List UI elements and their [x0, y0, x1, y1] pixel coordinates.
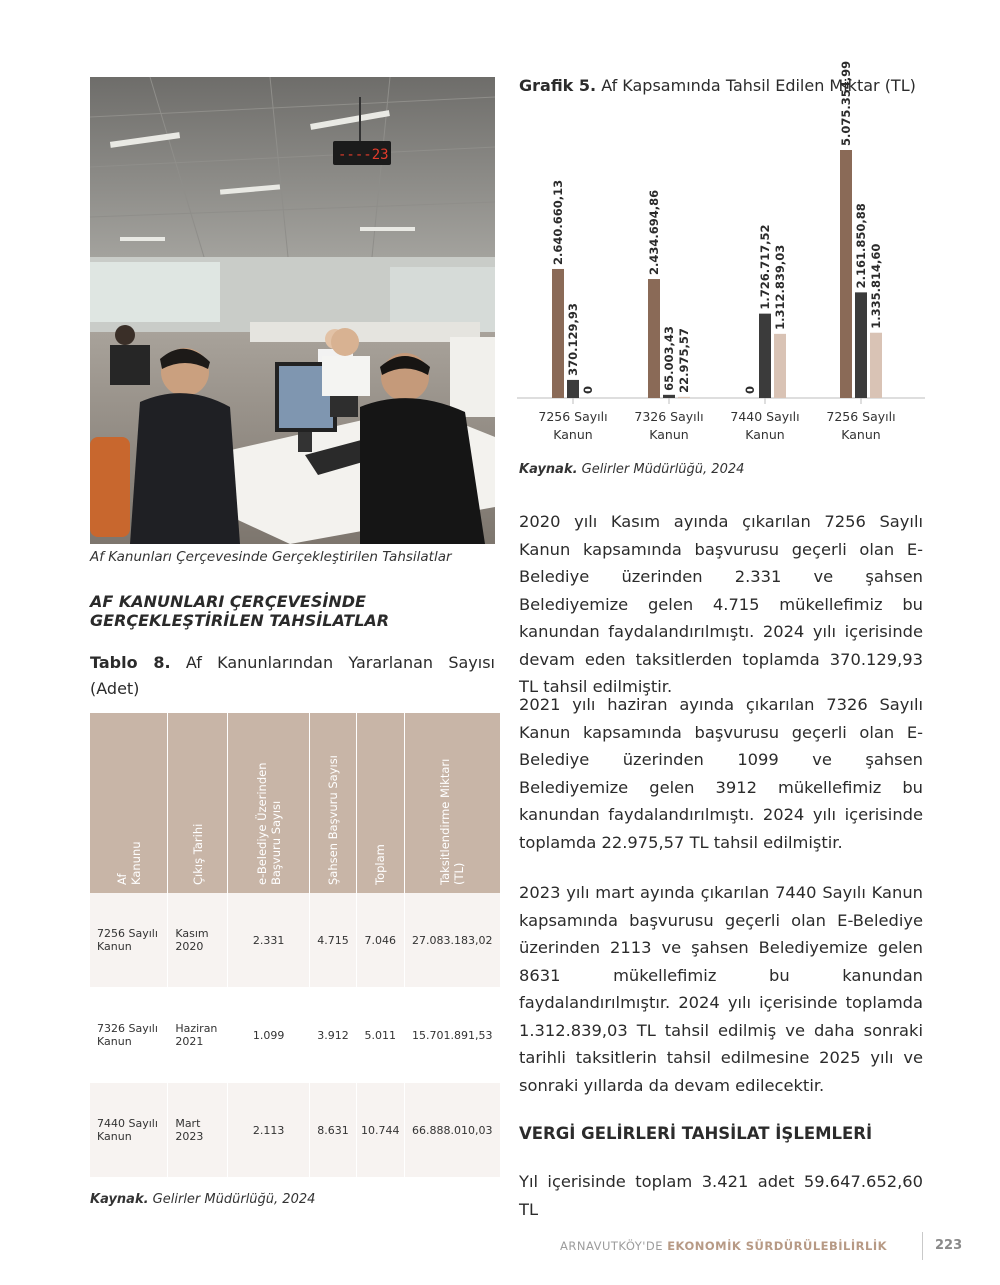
chart-title-label: Grafik 5. [519, 76, 597, 95]
header-ebelediye-basvuru: e-Belediye Üzerinden Başvuru Sayısı [228, 713, 310, 893]
header-taksitlendirme-miktari: Taksitlendirme Miktarı (TL) [404, 713, 500, 893]
cell-law: 7256 Sayılı Kanun [90, 893, 168, 988]
x-tick-label: 7256 Sayılı [538, 409, 608, 424]
photo-caption: Af Kanunları Çerçevesinde Gerçekleştirilen Tahsilatlar [90, 549, 452, 565]
bar [663, 395, 675, 398]
cell-sahsen: 3.912 [310, 988, 357, 1083]
bar-data-label: 22.975,57 [677, 328, 691, 393]
bar-data-label: 65.003,43 [662, 326, 676, 391]
office-photo [90, 77, 495, 544]
chart-source [519, 462, 744, 477]
bar-data-label: 2.640.660,13 [551, 179, 565, 265]
section-heading-line1: AF KANUNLARI ÇERÇEVESİNDE [90, 592, 366, 611]
table-caption-text: Af Kanunlarından Yararlanan Sayısı (Adet) [90, 653, 495, 698]
cell-miktar: 66.888.010,03 [404, 1083, 500, 1178]
chart-title [519, 76, 916, 95]
header-af-kanunu: Af Kanunu [90, 713, 168, 893]
cell-sahsen: 4.715 [310, 893, 357, 988]
table-row [90, 988, 500, 1083]
footer-prefix: ARNAVUTKÖY'DE [560, 1239, 668, 1253]
bar [870, 333, 882, 398]
chart-source-label: Kaynak. [519, 462, 578, 477]
cell-ebelediye: 2.113 [228, 1083, 310, 1178]
table-source [90, 1192, 315, 1207]
bar-data-label: 1.335.814,60 [869, 243, 883, 329]
bar [759, 314, 771, 398]
x-tick-label: Kanun [841, 427, 881, 442]
bar-data-label: 2.434.694,86 [647, 189, 661, 276]
counter-display: ----23 [338, 147, 389, 163]
x-tick-label: 7256 Sayılı [826, 409, 896, 424]
paragraph-7440: 2023 yılı mart ayında çıkarılan 7440 Sayılı Kanun kapsamında başvurusu geçerli olan E-Belediye üzerinden 2113 ve şahsen Belediyemize gelen 8631 mükellefimiz bu kanundan faydalandırılmıştır. 2024 yılı içerisinde toplamda 1.312.839,03 TL tahsil edilmiş ve daha sonraki tarihli taksitlerin tahsil edilmesine 2025 yılı ve sonraki yıllarda da devam edilecektir. [519, 883, 923, 1095]
bar [567, 380, 579, 398]
table-header-row [90, 713, 500, 893]
chart-source-text: Gelirler Müdürlüğü, 2024 [577, 462, 745, 477]
cell-miktar: 27.083.183,02 [404, 893, 500, 988]
cell-ebelediye: 2.331 [228, 893, 310, 988]
cell-toplam: 7.046 [357, 893, 405, 988]
chart-title-text: Af Kapsamında Tahsil Edilen Miktar (TL) [596, 76, 916, 95]
cell-date: Kasım 2020 [168, 893, 228, 988]
x-tick-label: Kanun [745, 427, 785, 442]
subheading-vergi-gelirleri: VERGİ GELİRLERİ TAHSİLAT İŞLEMLERİ [519, 1124, 873, 1143]
bar-data-label: 2.161.850,88 [854, 203, 868, 289]
bar [678, 397, 690, 398]
bar [855, 292, 867, 398]
paragraph-7256: 2020 yılı Kasım ayında çıkarılan 7256 Sayılı Kanun kapsamında başvurusu geçerli olan E-Belediye üzerinden 2.331 ve şahsen Belediyemize gelen 4.715 mükellefimiz bu kanundan faydalandırılmıştı. 2024 yılı içerisinde devam eden taksitlerden toplamda 370.129,93 TL tahsil edilmiştir. [519, 512, 923, 696]
table-source-label: Kaynak. [90, 1192, 149, 1207]
cell-toplam: 5.011 [357, 988, 405, 1083]
table-source-text: Gelirler Müdürlüğü, 2024 [148, 1192, 316, 1207]
table-row [90, 1083, 500, 1178]
bar [840, 150, 852, 398]
paragraph-7326: 2021 yılı haziran ayında çıkarılan 7326 Sayılı Kanun kapsamında başvurusu geçerli olan E-Belediye üzerinden 1099 ve şahsen Belediyemize gelen 3912 mükellefimiz bu kanundan faydalandırılmıştı. 2024 yılı içerisinde toplamda 22.975,57 TL tahsil edilmiştir. [519, 695, 923, 852]
footer-separator [922, 1232, 923, 1260]
cell-date: Mart 2023 [168, 1083, 228, 1178]
footer-accent: EKONOMİK SÜRDÜRÜLEBİLİRLİK [667, 1239, 888, 1253]
header-cikis-tarihi: Çıkış Tarihi [168, 713, 228, 893]
cell-ebelediye: 1.099 [228, 988, 310, 1083]
bar-data-label: 0 [581, 385, 595, 394]
page-number: 223 [935, 1238, 963, 1253]
header-toplam: Toplam [357, 713, 405, 893]
bar-data-label: 1.312.839,03 [773, 244, 787, 330]
paragraph-vergi: Yıl içerisinde toplam 3.421 adet 59.647.652,60 TL [519, 1172, 923, 1219]
section-heading-line2: GERÇEKLEŞTİRİLEN TAHSİLATLAR [90, 611, 390, 630]
table-caption-label: Tablo 8. [90, 653, 171, 672]
table-row [90, 893, 500, 988]
x-tick-label: Kanun [649, 427, 689, 442]
x-tick-label: Kanun [553, 427, 593, 442]
x-tick-label: 7326 Sayılı [634, 409, 704, 424]
cell-miktar: 15.701.891,53 [404, 988, 500, 1083]
footer-text [560, 1239, 887, 1253]
tax-amnesty-table [90, 713, 500, 1178]
section-heading [90, 592, 500, 630]
bar-data-label: 1.726.717,52 [758, 224, 772, 310]
cell-toplam: 10.744 [357, 1083, 405, 1178]
bar [648, 279, 660, 398]
office-photo-illustration [90, 77, 495, 544]
bar [552, 269, 564, 398]
cell-sahsen: 8.631 [310, 1083, 357, 1178]
cell-law: 7440 Sayılı Kanun [90, 1083, 168, 1178]
bar-data-label: 0 [743, 385, 757, 394]
header-sahsen-basvuru: Şahsen Başvuru Sayısı [310, 713, 357, 893]
table-caption [90, 650, 495, 702]
cell-law: 7326 Sayılı Kanun [90, 988, 168, 1083]
cell-date: Haziran 2021 [168, 988, 228, 1083]
bar-data-label: 5.075.354,99 [839, 60, 853, 146]
bar [774, 334, 786, 398]
x-tick-label: 7440 Sayılı [730, 409, 800, 424]
bar-data-label: 370.129,93 [566, 303, 580, 376]
